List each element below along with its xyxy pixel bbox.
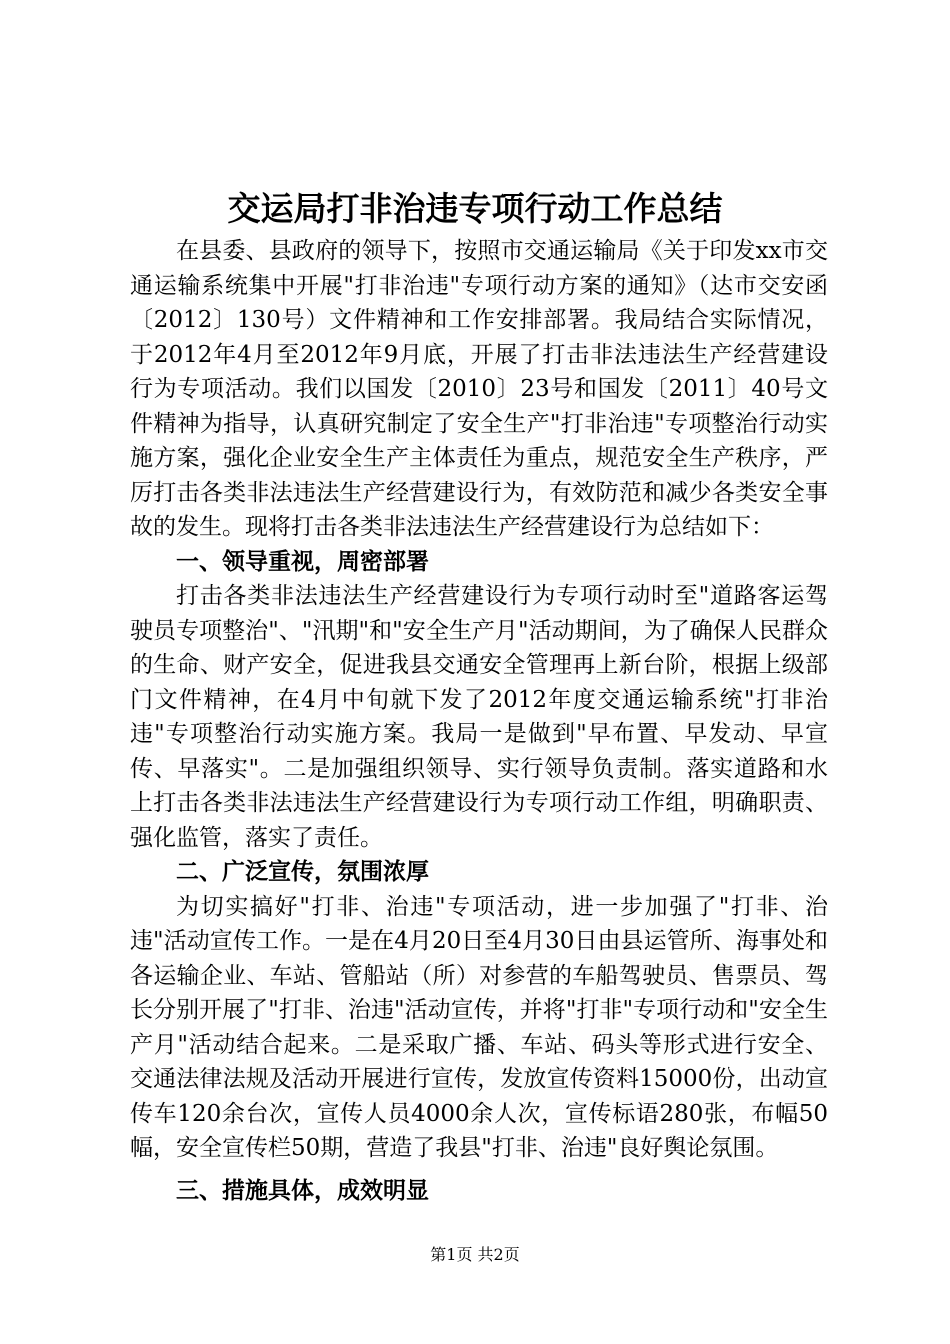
document-body (130, 234, 828, 1208)
section-paragraph-1: 打击各类非法违法生产经营建设行为专项行动时至"道路客运驾驶员专项整治"、"汛期"和"安全生产月"活动期间，为了确保人民群众的生命、财产安全，促进我县交通安全管理再上新台阶，根据上级部门文件精神，在4月中旬就下发了2012年度交通运输系统"打非治违"专项整治行动实施方案。我局一是做到"早布置、早发动、早宣传、早落实"。二是加强组织领导、实行领导负责制。落实道路和水上打击各类非法违法生产经营建设行为专项行动工作组，明确职责、强化监管，落实了责任。 (130, 583, 828, 851)
page-number-footer: 第1页 共2页 (430, 1245, 520, 1264)
section-heading-1: 一、领导重视，周密部署 (176, 548, 429, 575)
section-heading-3: 三、措施具体，成效明显 (176, 1177, 429, 1204)
section-paragraph-2: 为切实搞好"打非、治违"专项活动，进一步加强了"打非、治违"活动宣传工作。一是在4月20日至4月30日由县运管所、海事处和各运输企业、车站、管船站（所）对参营的车船驾驶员、售票员、驾长分别开展了"打非、治违"活动宣传，并将"打非"专项行动和"安全生产月"活动结合起来。二是采取广播、车站、码头等形式进行安全、交通法律法规及活动开展进行宣传，发放宣传资料15000份，出动宣传车120余台次，宣传人员4000余人次，宣传标语280张，布幅50幅，安全宣传栏50期，营造了我县"打非、治违"良好舆论氛围。 (130, 893, 828, 1161)
section-heading-2: 二、广泛宣传，氛围浓厚 (176, 859, 429, 885)
intro-paragraph: 在县委、县政府的领导下，按照市交通运输局《关于印发xx市交通运输系统集中开展"打非治违"专项行动方案的通知》（达市交安函〔2012〕130号）文件精神和工作安排部署。我局结合实际情况，于2012年4月至2012年9月底，开展了打击非法违法生产经营建设行为专项活动。我们以国发〔2010〕23号和国发〔2011〕40号文件精神为指导，认真研究制定了安全生产"打非治违"专项整治行动实施方案，强化企业安全生产主体责任为重点，规范安全生产秩序，严厉打击各类非法违法生产经营建设行为，有效防范和减少各类安全事故的发生。现将打击各类非法违法生产经营建设行为总结如下： (130, 238, 828, 540)
document-title: 交运局打非治违专项行动工作总结 (227, 189, 723, 228)
